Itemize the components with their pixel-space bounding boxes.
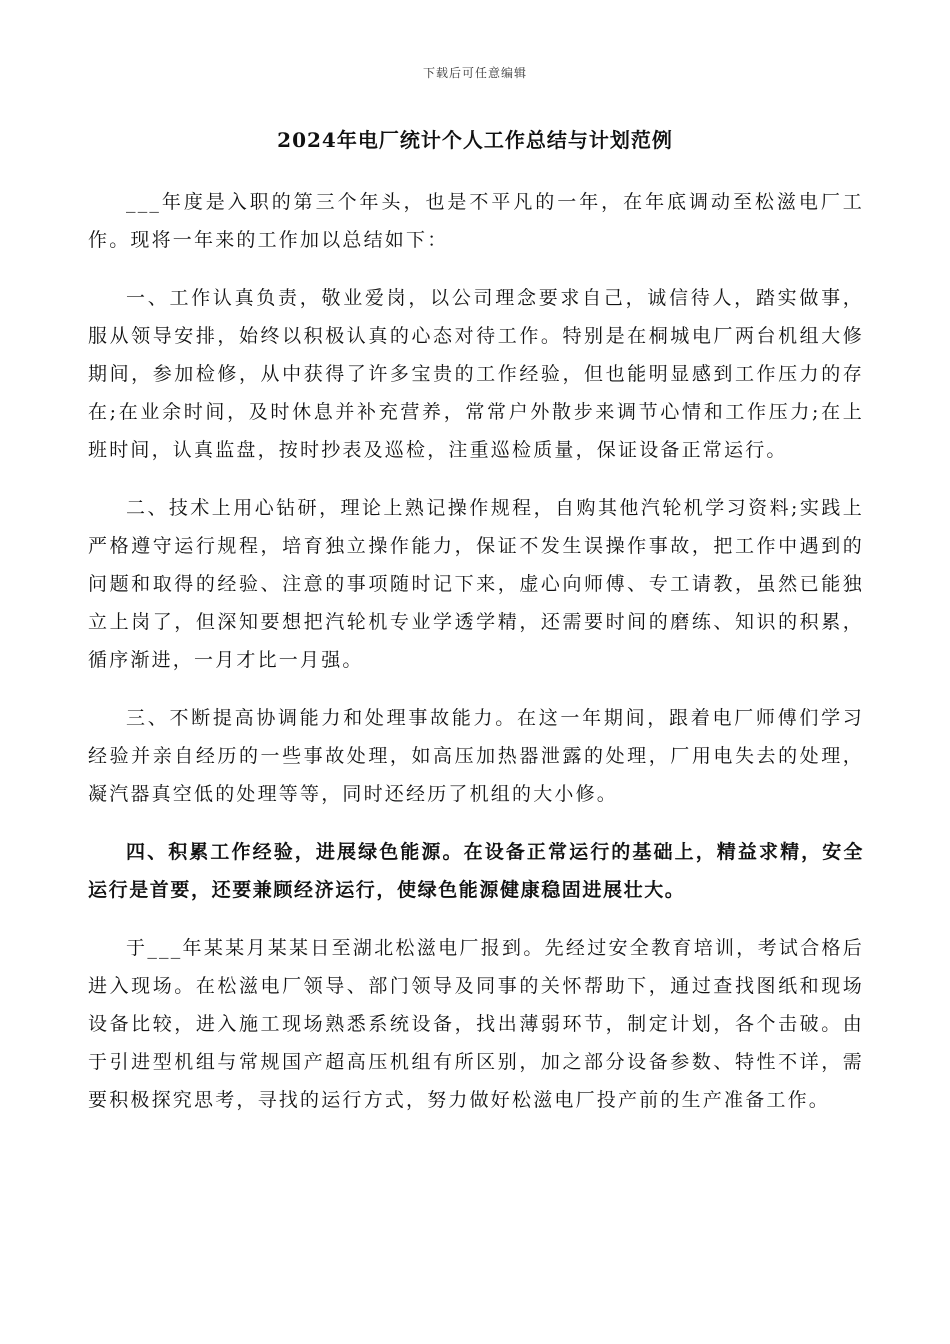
para5-prefix: 于 [126, 937, 148, 959]
paragraph-3: 三、不断提高协调能力和处理事故能力。在这一年期间，跟着电厂师傅们学习经验并亲自经历的一些事故处理，如高压加热器泄露的处理，厂用电失去的处理，凝汽器真空低的处理等等，同时还经历了机组的大小修。 [88, 707, 864, 805]
intro-text: 年度是入职的第三个年头，也是不平凡的一年，在年底调动至松滋电厂工作。现将一年来的工作加以总结如下： [88, 191, 864, 251]
para5-blank: ___ [147, 937, 183, 959]
intro-paragraph [88, 183, 864, 259]
paragraph-5 [88, 929, 864, 1119]
document-title: 2024年电厂统计个人工作总结与计划范例 [277, 128, 673, 152]
intro-blank: ___ [126, 191, 162, 213]
paragraph-4-bold: 四、积累工作经验，进展绿色能源。在设备正常运行的基础上，精益求精，安全运行是首要，还要兼顾经济运行，使绿色能源健康稳固进展壮大。 [88, 841, 864, 901]
paragraph-2: 二、技术上用心钻研，理论上熟记操作规程，自购其他汽轮机学习资料;实践上严格遵守运行规程，培育独立操作能力，保证不发生误操作事故，把工作中遇到的问题和取得的经验、注意的事项随时记下来，虚心向师傅、专工请教，虽然已能独立上岗了，但深知要想把汽轮机专业学透学精，还需要时间的磨练、知识的积累，循序渐进，一月才比一月强。 [88, 497, 864, 671]
para5-text: 年某某月某某日至湖北松滋电厂报到。先经过安全教育培训，考试合格后进入现场。在松滋电厂领导、部门领导及同事的关怀帮助下，通过查找图纸和现场设备比较，进入施工现场熟悉系统设备，找出薄弱环节，制定计划，各个击破。由于引进型机组与常规国产超高压机组有所区别，加之部分设备参数、特性不详，需要积极探究思考，寻找的运行方式，努力做好松滋电厂投产前的生产准备工作。 [88, 937, 865, 1111]
paragraph-1: 一、工作认真负责，敬业爱岗，以公司理念要求自己，诚信待人，踏实做事，服从领导安排，始终以积极认真的心态对待工作。特别是在桐城电厂两台机组大修期间，参加检修，从中获得了许多宝贵的工作经验，但也能明显感到工作压力的存在;在业余时间，及时休息并补充营养，常常户外散步来调节心情和工作压力;在上班时间，认真监盘，按时抄表及巡检，注重巡检质量，保证设备正常运行。 [88, 287, 864, 461]
header-note: 下载后可任意编辑 [422, 66, 527, 80]
document-body [88, 183, 864, 1139]
